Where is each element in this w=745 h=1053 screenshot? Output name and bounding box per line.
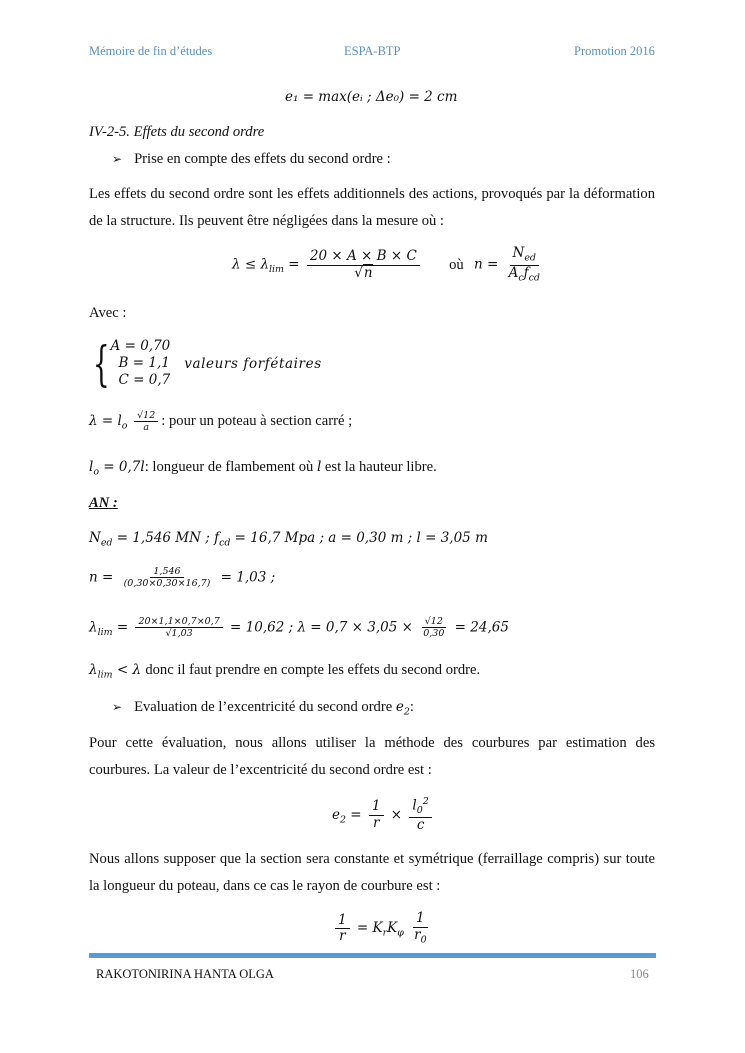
equation-e1: e₁ = max(eᵢ ; Δe₀) = 2 cm [285,89,458,105]
an-heading: AN : [89,495,118,511]
values-block [86,335,322,392]
equation-lambda-condition: $\lambda \le \lambda_{lim}$ = $\frac{20 \times A \times B \times C}{√n}$ où n = $\frac{N_{ed}}{A_cf_{cd}}$ [232,245,540,284]
arrow-bullet-icon: ➢ [112,152,123,166]
value-b: B = 1,1 [118,355,170,371]
footer-author: RAKOTONIRINA HANTA OLGA [96,967,274,981]
avec-label: Avec : [89,305,127,321]
lambda-lim-calculation: $\lambda_{lim}$ = $\frac{20\times 1,1\times 0,7\times 0,7}{√1,03}$ = 10,62 ; λ = 0,7 × 3,05 × $\frac{√12}{0,30}$ = 24,65 [89,616,509,640]
bullet-1 [112,151,391,168]
arrow-bullet-icon: ➢ [112,700,123,714]
value-c: C = 0,7 [118,372,171,388]
section-title: IV-2-5. Effets du second ordre [89,124,265,140]
brace-symbol: { [92,335,110,392]
bullet-1-text: Prise en compte des effets du second ordre : [134,151,391,167]
paragraph-3: Nous allons supposer que la section sera constante et symétrique (ferraillage compris) sur toute la longueur du poteau, dans ce cas le rayon de courbure est : [89,851,655,894]
equation-e2: $e_2$ = $\frac{1}{r}$ × $\frac{l_0^2}{c}$ [332,797,435,834]
paragraph-2: Pour cette évaluation, nous allons utiliser la méthode des courbures par estimation des courbures. La valeur de l’excentricité du second ordre est : [89,735,655,778]
n-calculation: n = $\frac{1,546}{(0,30\times 0,30\times 16,7)}$ = 1,03 ; [89,566,276,590]
header-right: Promotion 2016 [574,44,655,58]
lambda-definition: $\lambda = l_o$ $\frac{√12}{a}$ : pour un poteau à section carré ; [89,410,353,434]
page-number: 106 [630,967,649,981]
conclusion-line: $\lambda_{lim} < \lambda$ donc il faut prendre en compte les effets du second ordre. [89,662,481,681]
value-a: A = 0,70 [110,338,171,354]
paragraph-1: Les effets du second ordre sont les effets additionnels des actions, provoqués par la déformation de la structure. Ils peuvent être négligées dans la mesure où : [89,186,655,229]
header-left: Mémoire de fin d’études [89,44,213,58]
an-values: $N_{ed} = 1,546$ MN ; $f_{cd} = 16,7$ Mpa ; a = 0,30 m ; l = 3,05 m [89,530,488,549]
footer-divider [89,953,656,958]
equation-curvature: $\frac{1}{r}$ = $K_rK_\varphi$ $\frac{1}{r_0}$ [332,911,433,946]
values-label: valeurs forfétaires [184,355,322,372]
lo-definition: $l_o = 0,7l$: longueur de flambement où l est la hauteur libre. [89,459,437,478]
bullet-2: ➢ Evaluation de l’excentricité du second ordre $e_2$: [112,699,414,718]
header-center: ESPA-BTP [344,44,401,58]
